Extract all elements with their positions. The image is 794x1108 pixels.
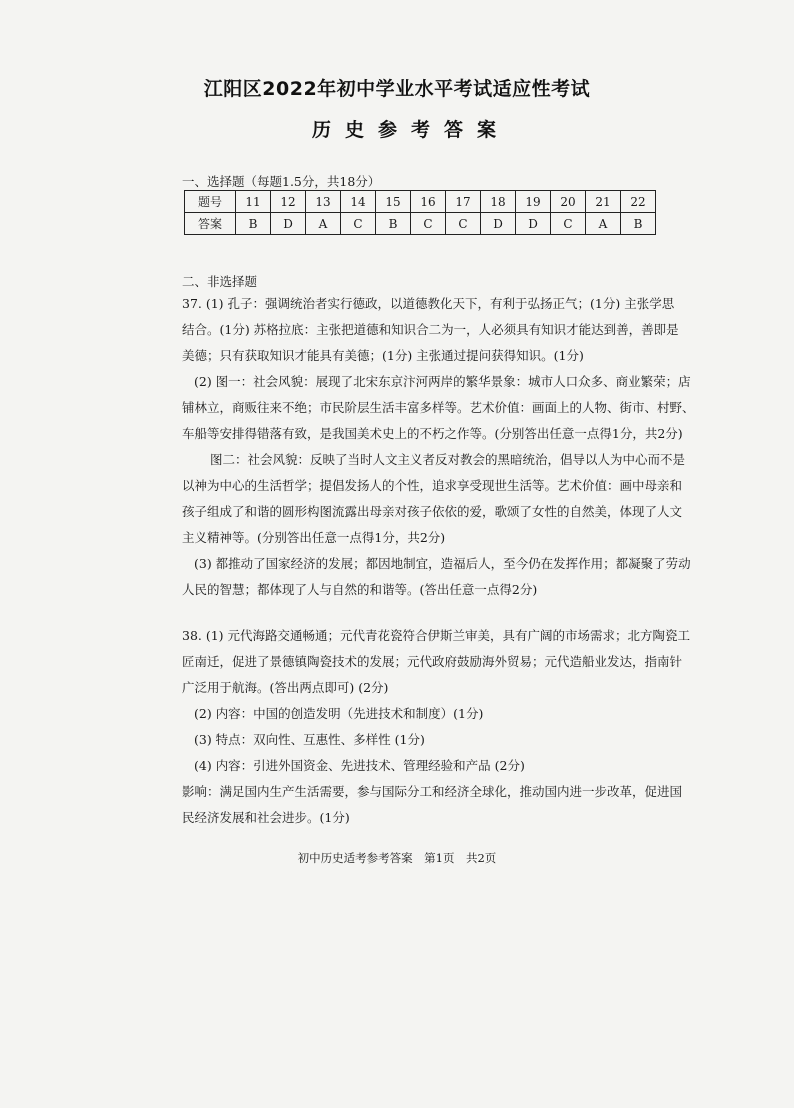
page-footer: 初中历史适考参考答案 第1页 共2页 <box>297 851 497 865</box>
question-number: 19 <box>516 191 551 213</box>
answer-cell: D <box>516 213 551 235</box>
section1-heading: 一、选择题（每题1.5分，共18分） <box>182 174 381 189</box>
q38-line: 广泛用于航海。(答出两点即可) (2分) <box>182 680 389 695</box>
section2-heading: 二、非选择题 <box>182 274 258 289</box>
answer-cell: D <box>481 213 516 235</box>
answer-key-title: 历史参考答案 <box>311 119 510 141</box>
question-number: 14 <box>341 191 376 213</box>
row-label-answers: 答案 <box>185 213 236 235</box>
exam-title: 江阳区2022年初中学业水平考试适应性考试 <box>203 78 591 100</box>
answer-cell: C <box>341 213 376 235</box>
answer-cell: C <box>551 213 586 235</box>
q38-line: 匠南迁，促进了景德镇陶瓷技术的发展；元代政府鼓励海外贸易；元代造船业发达，指南针 <box>182 654 683 669</box>
q37-line: 孩子组成了和谐的圆形构图流露出母亲对孩子依依的爱，歌颂了女性的自然美，体现了人文 <box>182 504 683 519</box>
q37-line: 以神为中心的生活哲学；提倡发扬人的个性，追求享受现世生活等。艺术价值：画中母亲和 <box>182 478 683 493</box>
q37-line: 铺林立，商贩往来不绝；市民阶层生活丰富多样等。艺术价值：画面上的人物、街市、村野、 <box>182 400 695 415</box>
q38-line: (2) 内容：中国的创造发明（先进技术和制度）(1分) <box>194 706 484 721</box>
answer-cell: C <box>411 213 446 235</box>
answer-cell: C <box>446 213 481 235</box>
table-row-answers <box>185 213 656 235</box>
question-number: 21 <box>586 191 621 213</box>
q38-line: (3) 特点：双向性、互惠性、多样性 (1分) <box>194 732 425 747</box>
question-number: 17 <box>446 191 481 213</box>
answer-cell: B <box>376 213 411 235</box>
question-number: 12 <box>271 191 306 213</box>
q37-line: (2) 图一：社会风貌：展现了北宋东京汴河两岸的繁华景象：城市人口众多、商业繁荣；店 <box>194 374 691 389</box>
answer-cell: B <box>621 213 656 235</box>
question-number: 20 <box>551 191 586 213</box>
answer-table <box>184 190 656 235</box>
answer-cell: A <box>306 213 341 235</box>
q38-line: 38. (1) 元代海路交通畅通；元代青花瓷符合伊斯兰审美，具有广阔的市场需求；北方陶瓷工 <box>182 628 691 643</box>
question-number: 13 <box>306 191 341 213</box>
answer-cell: A <box>586 213 621 235</box>
q38-line: 影响：满足国内生产生活需要，参与国际分工和经济全球化，推动国内进一步改革，促进国 <box>182 784 683 799</box>
question-number: 22 <box>621 191 656 213</box>
q38-line: (4) 内容：引进外国资金、先进技术、管理经验和产品 (2分) <box>194 758 525 773</box>
q37-line: 结合。(1分) 苏格拉底：主张把道德和知识合二为一，人必须具有知识才能达到善，善即是 <box>182 322 679 337</box>
q37-line: 车船等安排得错落有致，是我国美术史上的不朽之作等。(分别答出任意一点得1分，共2分) <box>182 426 683 441</box>
question-number: 18 <box>481 191 516 213</box>
q37-line: 主义精神等。(分别答出任意一点得1分，共2分) <box>182 530 446 545</box>
answer-cell: B <box>236 213 271 235</box>
question-number: 11 <box>236 191 271 213</box>
question-number: 15 <box>376 191 411 213</box>
q37-line: 图二：社会风貌：反映了当时人文主义者反对教会的黑暗统治，倡导以人为中心而不是 <box>210 452 686 467</box>
table-row-numbers <box>185 191 656 213</box>
q37-line: 美德；只有获取知识才能具有美德；(1分) 主张通过提问获得知识。(1分) <box>182 348 584 363</box>
q37-line: 人民的智慧；都体现了人与自然的和谐等。(答出任意一点得2分) <box>182 582 538 597</box>
q37-line: (3) 都推动了国家经济的发展；都因地制宜，造福后人，至今仍在发挥作用；都凝聚了劳动 <box>194 556 691 571</box>
q37-line: 37. (1) 孔子：强调统治者实行德政，以道德教化天下，有利于弘扬正气；(1分) 主张学思 <box>182 296 675 311</box>
q38-line: 民经济发展和社会进步。(1分) <box>182 810 350 825</box>
row-label-numbers: 题号 <box>185 191 236 213</box>
answer-cell: D <box>271 213 306 235</box>
question-number: 16 <box>411 191 446 213</box>
